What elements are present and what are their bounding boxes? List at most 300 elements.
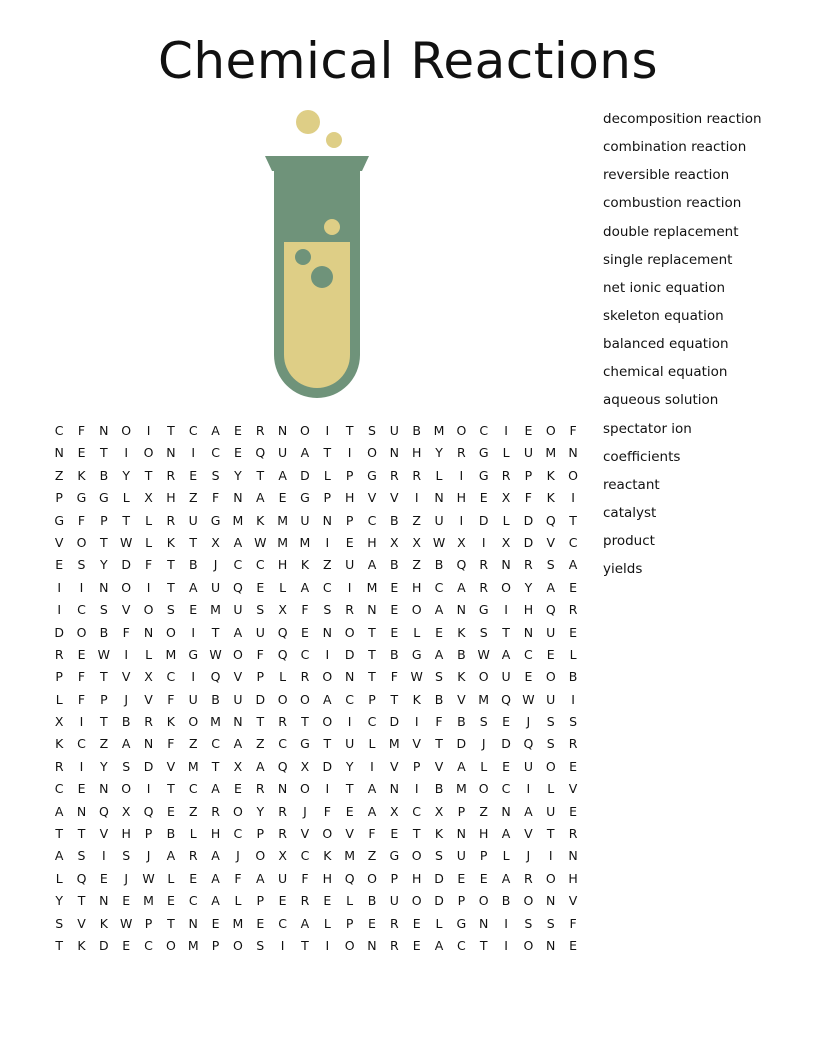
- bubble-small: [326, 132, 342, 148]
- grid-cell: D: [322, 758, 333, 774]
- grid-cell: O: [478, 669, 489, 685]
- grid-cell: V: [121, 602, 131, 618]
- grid-cell: F: [301, 602, 309, 618]
- grid-cell: L: [502, 445, 510, 461]
- grid-cell: U: [456, 848, 466, 864]
- grid-cell: P: [55, 669, 63, 685]
- grid-cell: R: [300, 669, 310, 685]
- grid-row: [48, 532, 584, 554]
- grid-cell: I: [414, 490, 419, 506]
- grid-cell: O: [165, 624, 176, 640]
- word-list-item: decomposition reaction: [603, 111, 762, 127]
- grid-cell: H: [277, 557, 288, 573]
- grid-cell: W: [477, 646, 490, 662]
- grid-cell: S: [569, 714, 578, 730]
- grid-cell: Z: [188, 490, 198, 506]
- grid-cell: Y: [435, 445, 443, 461]
- grid-cell: Y: [234, 467, 242, 483]
- grid-cell: A: [524, 803, 533, 819]
- grid-cell: T: [390, 691, 399, 707]
- grid-cell: T: [502, 624, 510, 640]
- grid-cell: L: [55, 870, 63, 886]
- grid-cell: M: [388, 736, 400, 752]
- grid-cell: A: [501, 646, 511, 662]
- grid-cell: E: [368, 915, 376, 931]
- grid-cell: D: [143, 758, 154, 774]
- grid-cell: C: [188, 423, 198, 438]
- grid-cell: A: [457, 758, 466, 774]
- grid-cell: T: [167, 781, 175, 797]
- grid-row: [48, 622, 584, 644]
- grid-cell: K: [457, 669, 466, 685]
- grid-cell: Q: [545, 512, 556, 528]
- grid-row: [48, 845, 584, 867]
- grid-cell: E: [569, 937, 578, 953]
- grid-cell: N: [523, 624, 534, 640]
- grid-cell: A: [367, 557, 377, 573]
- grid-cell: C: [278, 736, 287, 752]
- grid-cell: M: [232, 512, 244, 528]
- grid-cell: T: [323, 445, 332, 461]
- grid-cell: O: [322, 714, 333, 730]
- grid-cell: E: [55, 557, 64, 573]
- grid-cell: G: [76, 490, 87, 506]
- grid-row: [48, 420, 584, 442]
- grid-cell: U: [255, 624, 265, 640]
- grid-cell: U: [501, 669, 511, 685]
- grid-cell: B: [99, 467, 109, 483]
- grid-cell: R: [389, 467, 399, 483]
- grid-cell: O: [165, 937, 176, 953]
- grid-cell: A: [121, 736, 131, 752]
- grid-cell: O: [76, 624, 87, 640]
- grid-cell: L: [122, 490, 130, 506]
- grid-cell: Q: [456, 557, 467, 573]
- grid-cell: A: [367, 781, 377, 797]
- grid-cell: U: [434, 512, 444, 528]
- grid-cell: O: [121, 423, 132, 438]
- test-tube-icon: [262, 105, 374, 405]
- grid-cell: N: [389, 781, 399, 797]
- grid-cell: E: [479, 490, 488, 506]
- grid-cell: O: [344, 624, 355, 640]
- grid-cell: X: [390, 534, 399, 550]
- grid-cell: E: [256, 915, 265, 931]
- grid-cell: G: [188, 646, 199, 662]
- grid-row: [48, 823, 584, 845]
- grid-cell: I: [79, 758, 84, 774]
- grid-cell: M: [210, 714, 221, 730]
- grid-cell: G: [478, 467, 489, 483]
- grid-cell: U: [278, 445, 288, 461]
- grid-cell: L: [279, 669, 287, 685]
- grid-cell: R: [412, 467, 422, 483]
- grid-cell: G: [300, 490, 310, 506]
- grid-cell: V: [99, 826, 109, 842]
- grid-cell: V: [77, 915, 86, 931]
- grid-cell: A: [434, 602, 444, 618]
- grid-cell: C: [322, 579, 332, 595]
- grid-cell: K: [546, 467, 555, 483]
- grid-cell: P: [256, 826, 265, 842]
- grid-cell: K: [412, 691, 421, 707]
- grid-cell: E: [412, 915, 421, 931]
- grid-cell: J: [481, 736, 486, 752]
- grid-cell: R: [568, 736, 578, 752]
- grid-cell: T: [100, 669, 108, 685]
- grid-cell: L: [145, 534, 153, 550]
- word-list-item: reversible reaction: [603, 167, 730, 184]
- grid-cell: O: [300, 423, 310, 438]
- grid-cell: E: [122, 937, 131, 953]
- word-list-item: product: [603, 533, 655, 550]
- grid-cell: O: [233, 803, 243, 819]
- grid-cell: A: [278, 467, 287, 483]
- grid-cell: A: [501, 826, 511, 842]
- grid-cell: T: [345, 781, 354, 797]
- grid-cell: B: [99, 624, 109, 640]
- grid-cell: D: [523, 534, 534, 550]
- grid-cell: N: [501, 803, 511, 819]
- grid-cell: Z: [188, 736, 198, 752]
- grid-cell: C: [77, 602, 86, 618]
- grid-cell: I: [124, 445, 129, 461]
- grid-cell: L: [435, 467, 443, 483]
- grid-cell: F: [368, 826, 376, 842]
- grid-cell: I: [102, 848, 106, 864]
- grid-cell: B: [390, 512, 399, 528]
- grid-cell: E: [569, 624, 578, 640]
- grid-cell: C: [144, 937, 153, 953]
- grid-cell: L: [480, 758, 488, 774]
- grid-cell: S: [546, 557, 555, 573]
- grid-row: [48, 868, 584, 890]
- grid-cell: T: [167, 423, 175, 438]
- grid-cell: C: [211, 445, 220, 461]
- grid-cell: I: [191, 445, 196, 461]
- grid-cell: A: [233, 624, 243, 640]
- grid-cell: X: [434, 803, 444, 819]
- grid-cell: W: [410, 669, 423, 685]
- grid-cell: R: [211, 803, 220, 819]
- grid-cell: C: [412, 803, 422, 819]
- grid-cell: O: [322, 669, 333, 685]
- grid-cell: T: [211, 758, 220, 774]
- grid-cell: R: [457, 445, 466, 461]
- grid-cell: Q: [255, 445, 266, 461]
- grid-cell: I: [504, 915, 508, 931]
- grid-cell: L: [323, 915, 331, 931]
- grid-cell: S: [55, 915, 64, 931]
- grid-cell: P: [479, 848, 488, 864]
- grid-cell: V: [166, 758, 176, 774]
- grid-cell: L: [234, 893, 242, 909]
- grid-cell: N: [456, 826, 467, 842]
- grid-cell: C: [188, 781, 198, 797]
- grid-cell: P: [368, 691, 376, 707]
- grid-cell: H: [523, 602, 534, 618]
- grid-cell: O: [545, 758, 556, 774]
- grid-cell: I: [146, 781, 151, 797]
- grid-row: [48, 711, 584, 733]
- grid-cell: A: [300, 579, 310, 595]
- word-list-item: single replacement: [603, 251, 733, 268]
- grid-cell: X: [233, 758, 243, 774]
- grid-cell: O: [322, 826, 333, 842]
- grid-cell: O: [76, 534, 87, 550]
- grid-cell: T: [167, 915, 175, 931]
- grid-cell: P: [211, 937, 220, 953]
- grid-cell: S: [546, 714, 555, 730]
- grid-cell: J: [213, 557, 218, 573]
- grid-cell: E: [233, 781, 242, 797]
- grid-cell: K: [323, 848, 332, 864]
- grid-cell: G: [300, 736, 310, 752]
- grid-cell: I: [191, 624, 196, 640]
- grid-cell: D: [478, 512, 489, 528]
- grid-cell: E: [569, 758, 578, 774]
- grid-cell: C: [479, 423, 489, 438]
- grid-cell: D: [434, 870, 444, 886]
- grid-cell: M: [232, 915, 244, 931]
- grid-cell: A: [211, 848, 220, 864]
- grid-cell: E: [278, 490, 287, 506]
- grid-cell: I: [325, 646, 330, 662]
- grid-cell: E: [435, 624, 443, 640]
- grid-cell: T: [412, 826, 421, 842]
- word-list-item: reactant: [603, 476, 660, 493]
- grid-cell: O: [501, 579, 511, 595]
- letter-grid: [48, 420, 584, 957]
- grid-cell: B: [501, 893, 511, 909]
- grid-cell: I: [481, 534, 486, 550]
- grid-cell: B: [434, 691, 444, 707]
- grid-cell: N: [277, 781, 288, 797]
- grid-cell: V: [412, 736, 421, 752]
- grid-cell: F: [167, 691, 175, 707]
- grid-cell: S: [479, 624, 488, 640]
- grid-cell: M: [455, 781, 467, 797]
- grid-cell: N: [143, 624, 154, 640]
- grid-cell: N: [479, 915, 489, 931]
- grid-cell: K: [77, 467, 86, 483]
- grid-cell: K: [166, 534, 175, 550]
- word-list-item: combination reaction: [603, 139, 747, 156]
- grid-cell: U: [546, 803, 556, 819]
- word-list-item: balanced equation: [603, 336, 729, 353]
- grid-cell: M: [187, 758, 199, 774]
- grid-cell: L: [323, 467, 331, 483]
- grid-cell: C: [77, 736, 86, 752]
- grid-cell: I: [325, 937, 330, 953]
- grid-cell: S: [323, 602, 332, 618]
- grid-cell: Y: [524, 579, 533, 595]
- grid-cell: H: [367, 534, 377, 550]
- grid-cell: A: [255, 758, 265, 774]
- grid-cell: W: [209, 646, 222, 662]
- grid-row: [48, 778, 584, 800]
- grid-cell: Z: [188, 803, 198, 819]
- liquid-bubble-3: [311, 266, 333, 288]
- grid-cell: U: [300, 512, 310, 528]
- grid-cell: C: [233, 826, 243, 842]
- grid-cell: U: [345, 557, 355, 573]
- grid-cell: G: [99, 490, 109, 506]
- grid-cell: O: [300, 781, 310, 797]
- grid-cell: U: [188, 512, 198, 528]
- grid-cell: V: [345, 826, 354, 842]
- grid-cell: G: [411, 646, 422, 662]
- page-title: Chemical Reactions: [157, 32, 659, 90]
- grid-cell: C: [434, 579, 444, 595]
- grid-cell: S: [77, 848, 86, 864]
- grid-cell: R: [278, 803, 287, 819]
- grid-cell: I: [526, 781, 531, 797]
- grid-cell: V: [121, 669, 131, 685]
- grid-cell: D: [344, 646, 355, 662]
- grid-cell: N: [99, 781, 109, 797]
- grid-cell: E: [189, 602, 198, 618]
- grid-cell: E: [524, 669, 533, 685]
- grid-cell: I: [280, 937, 285, 953]
- grid-cell: R: [278, 826, 287, 842]
- grid-cell: I: [414, 714, 419, 730]
- grid-cell: N: [99, 423, 109, 438]
- grid-cell: T: [368, 624, 376, 640]
- grid-cell: N: [233, 490, 243, 506]
- grid-cell: S: [122, 848, 131, 864]
- word-list-item: net ionic equation: [603, 279, 726, 296]
- grid-cell: C: [233, 557, 243, 573]
- grid-cell: A: [54, 803, 64, 819]
- grid-cell: H: [456, 490, 467, 506]
- grid-cell: S: [166, 602, 175, 618]
- grid-cell: Q: [277, 646, 288, 662]
- grid-cell: X: [278, 602, 287, 618]
- liquid-bubble-1: [324, 219, 340, 235]
- grid-cell: D: [121, 557, 132, 573]
- grid-cell: I: [57, 579, 62, 595]
- grid-cell: C: [501, 781, 511, 797]
- grid-cell: T: [167, 557, 175, 573]
- grid-cell: C: [166, 669, 176, 685]
- word-list-item: skeleton equation: [603, 307, 724, 324]
- grid-cell: M: [277, 534, 288, 550]
- grid-cell: O: [188, 714, 199, 730]
- grid-cell: M: [545, 445, 557, 461]
- word-list-item: combustion reaction: [603, 195, 742, 212]
- grid-cell: O: [545, 870, 556, 886]
- grid-cell: W: [120, 915, 133, 931]
- grid-cell: M: [210, 602, 221, 618]
- grid-cell: A: [434, 937, 444, 953]
- grid-cell: W: [522, 691, 535, 707]
- grid-cell: M: [344, 848, 356, 864]
- grid-cell: I: [325, 781, 330, 797]
- grid-cell: I: [347, 579, 352, 595]
- grid-cell: E: [345, 534, 354, 550]
- grid-cell: O: [478, 893, 489, 909]
- grid-cell: F: [569, 423, 577, 438]
- grid-cell: V: [367, 490, 377, 506]
- grid-cell: E: [77, 445, 86, 461]
- grid-cell: N: [546, 893, 556, 909]
- grid-cell: A: [546, 579, 556, 595]
- grid-cell: A: [255, 870, 265, 886]
- grid-cell: O: [233, 937, 243, 953]
- grid-cell: E: [390, 579, 399, 595]
- grid-row: [48, 644, 584, 666]
- grid-cell: Y: [100, 758, 108, 774]
- grid-cell: U: [546, 691, 556, 707]
- grid-cell: I: [124, 646, 129, 662]
- grid-cell: E: [390, 624, 399, 640]
- grid-cell: I: [57, 602, 62, 618]
- grid-cell: U: [389, 423, 399, 438]
- grid-cell: C: [54, 781, 64, 797]
- grid-cell: R: [389, 915, 399, 931]
- grid-cell: M: [433, 423, 445, 438]
- grid-cell: S: [122, 758, 131, 774]
- grid-cell: E: [457, 870, 466, 886]
- grid-cell: T: [100, 714, 108, 730]
- grid-cell: Q: [233, 579, 243, 595]
- grid-cell: M: [366, 579, 378, 595]
- grid-cell: F: [390, 669, 398, 685]
- grid-cell: R: [300, 893, 310, 909]
- grid-cell: B: [367, 893, 377, 909]
- grid-cell: I: [414, 781, 419, 797]
- grid-cell: U: [389, 893, 399, 909]
- grid-row: [48, 689, 584, 711]
- grid-cell: Y: [100, 557, 108, 573]
- grid-cell: W: [120, 534, 133, 550]
- grid-cell: N: [322, 512, 332, 528]
- grid-cell: X: [457, 534, 466, 550]
- word-list-item: catalyst: [603, 504, 657, 521]
- grid-cell: Q: [523, 736, 534, 752]
- grid-row: [48, 666, 584, 688]
- grid-cell: V: [233, 669, 243, 685]
- grid-cell: Z: [412, 557, 421, 573]
- grid-cell: V: [546, 534, 556, 550]
- grid-cell: E: [524, 423, 533, 438]
- grid-cell: P: [390, 870, 399, 886]
- grid-cell: W: [432, 534, 446, 550]
- grid-row: [48, 756, 584, 778]
- grid-cell: R: [568, 826, 578, 842]
- grid-cell: J: [236, 848, 240, 864]
- grid-cell: I: [191, 669, 196, 685]
- grid-cell: D: [434, 893, 444, 909]
- grid-cell: H: [344, 490, 355, 506]
- grid-cell: N: [389, 445, 399, 461]
- grid-cell: E: [301, 624, 309, 640]
- grid-cell: R: [479, 579, 489, 595]
- grid-cell: C: [367, 714, 377, 730]
- grid-cell: T: [256, 467, 265, 483]
- grid-cell: I: [504, 423, 508, 438]
- grid-row: [48, 465, 584, 487]
- grid-cell: Q: [501, 691, 511, 707]
- grid-cell: X: [412, 534, 421, 550]
- grid-cell: A: [300, 915, 310, 931]
- word-list-item: coefficients: [603, 448, 681, 465]
- grid-cell: O: [143, 445, 154, 461]
- grid-cell: C: [524, 646, 533, 662]
- grid-cell: D: [389, 714, 400, 730]
- grid-cell: I: [146, 423, 151, 438]
